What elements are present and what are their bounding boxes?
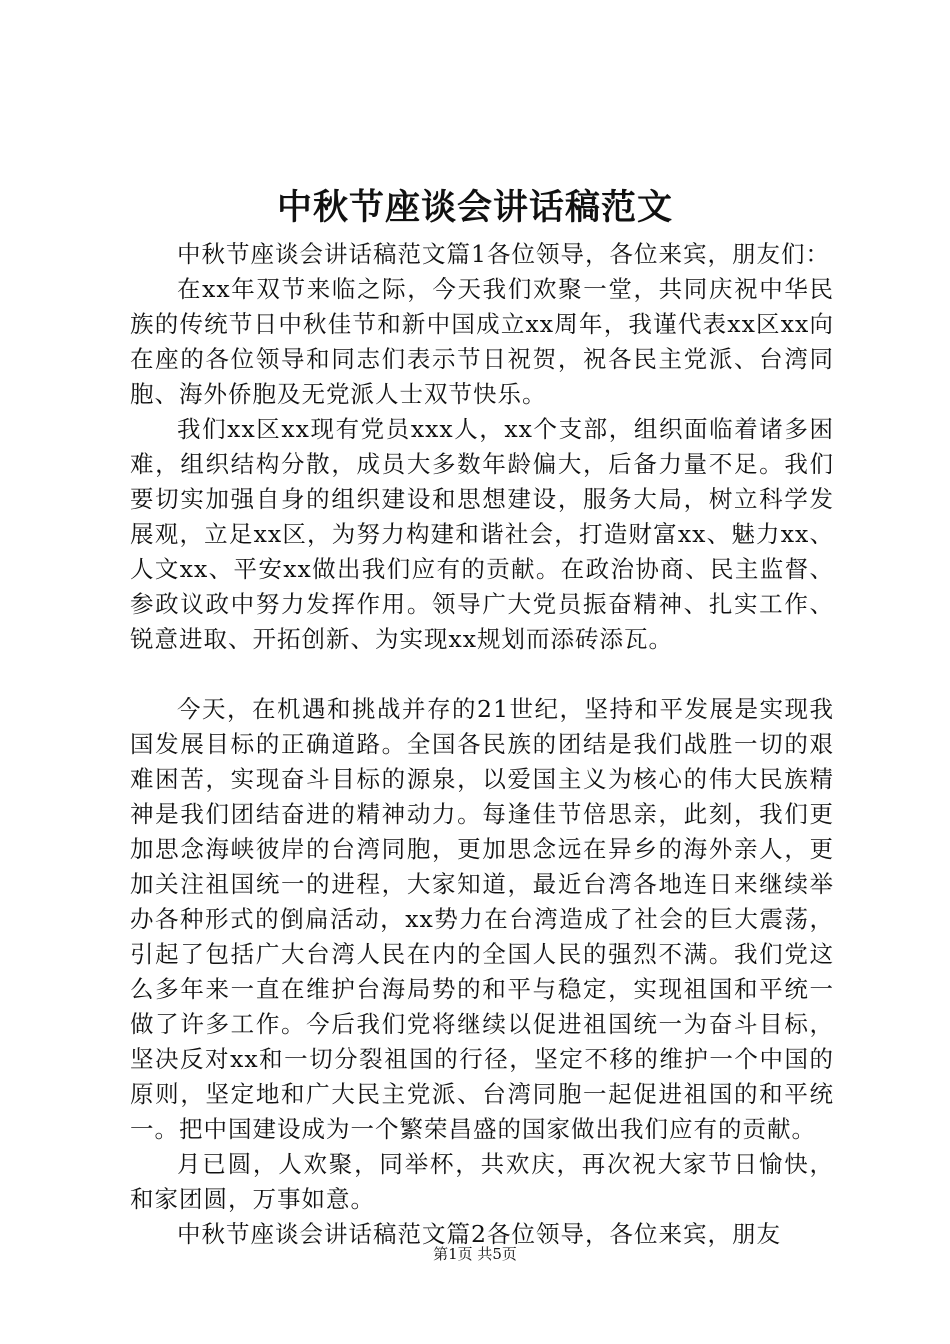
- paragraph-3: 我们xx区xx现有党员xxx人，xx个支部，组织面临着诸多困难，组织结构分散，成员大多数年龄偏大，后备力量不足。我们要切实加强自身的组织建设和思想建设，服务大局，树立科学发展观，立足xx区，为努力构建和谐社会，打造财富xx、魅力xx、人文xx、平安xx做出我们应有的贡献。在政治协商、民主监督、参政议政中努力发挥作用。领导广大党员振奋精神、扎实工作、锐意进取、开拓创新、为实现xx规划而添砖添瓦。: [130, 415, 834, 653]
- paragraph-1: 中秋节座谈会讲话稿范文篇1各位领导，各位来宾，朋友们：: [177, 240, 830, 268]
- document-title: 中秋节座谈会讲话稿范文: [276, 187, 673, 228]
- document-body: [130, 237, 834, 1252]
- page-number-footer: 第1页 共5页: [433, 1245, 517, 1263]
- paragraph-6: 中秋节座谈会讲话稿范文篇2各位领导，各位来宾，朋友: [177, 1220, 781, 1248]
- paragraph-5: 月已圆，人欢聚，同举杯，共欢庆，再次祝大家节日愉快，和家团圆，万事如意。: [130, 1150, 834, 1213]
- paragraph-4: 今天，在机遇和挑战并存的21世纪，坚持和平发展是实现我国发展目标的正确道路。全国各民族的团结是我们战胜一切的艰难困苦，实现奋斗目标的源泉，以爱国主义为核心的伟大民族精神是我们团结奋进的精神动力。每逢佳节倍思亲，此刻，我们更加思念海峡彼岸的台湾同胞，更加思念远在异乡的海外亲人，更加关注祖国统一的进程，大家知道，最近台湾各地连日来继续举办各种形式的倒扁活动，xx势力在台湾造成了社会的巨大震荡，引起了包括广大台湾人民在内的全国人民的强烈不满。我们党这么多年来一直在维护台海局势的和平与稳定，实现祖国和平统一做了许多工作。今后我们党将继续以促进祖国统一为奋斗目标，坚决反对xx和一切分裂祖国的行径，坚定不移的维护一个中国的原则，坚定地和广大民主党派、台湾同胞一起促进祖国的和平统一。把中国建设成为一个繁荣昌盛的国家做出我们应有的贡献。: [130, 695, 834, 1143]
- paragraph-2: 在xx年双节来临之际，今天我们欢聚一堂，共同庆祝中华民族的传统节日中秋佳节和新中国成立xx周年，我谨代表xx区xx向在座的各位领导和同志们表示节日祝贺，祝各民主党派、台湾同胞、海外侨胞及无党派人士双节快乐。: [130, 275, 834, 408]
